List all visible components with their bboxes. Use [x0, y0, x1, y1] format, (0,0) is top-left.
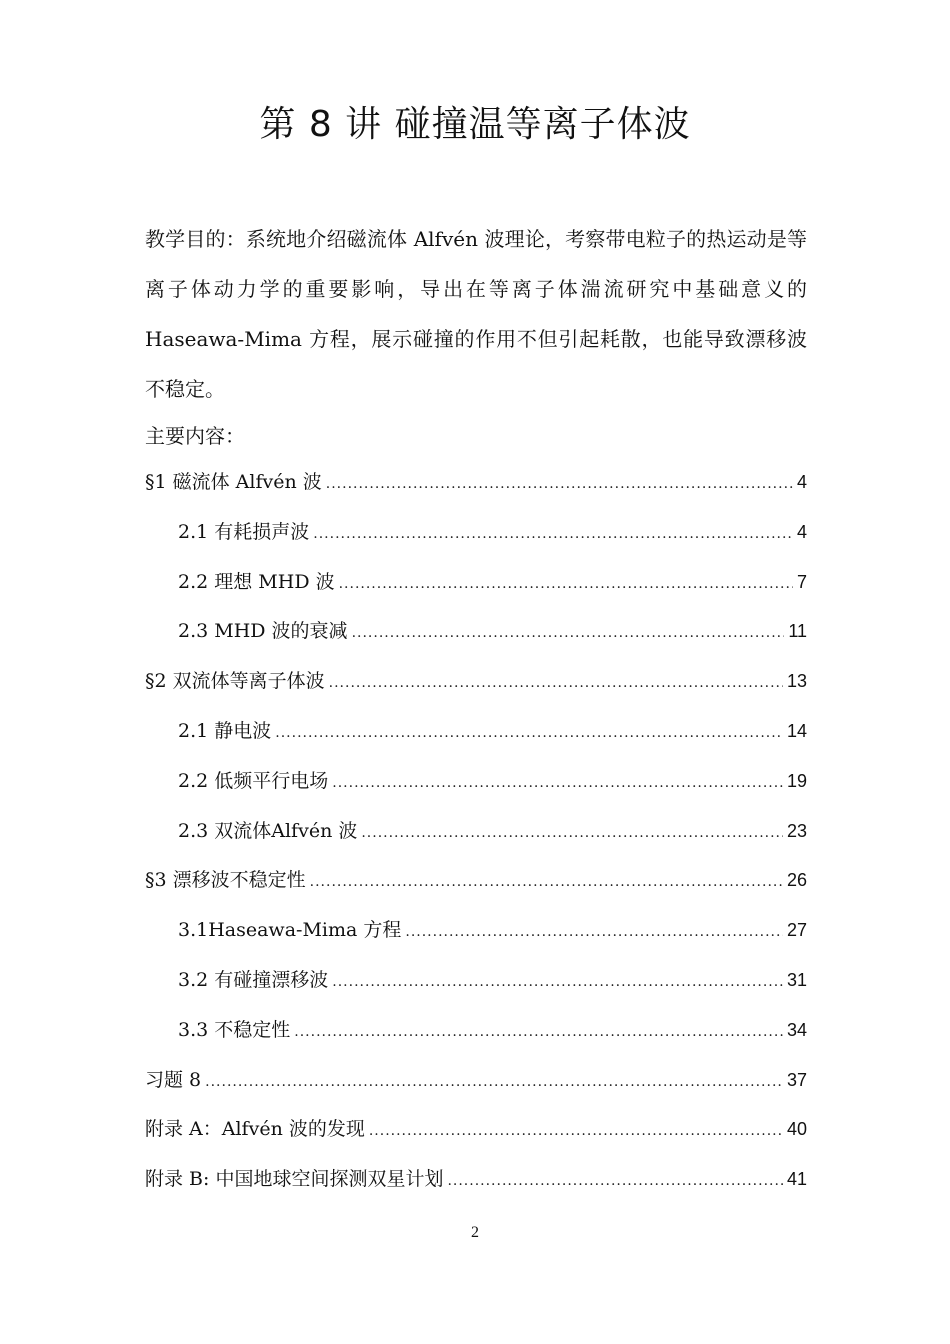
page-title: 第 8 讲 碰撞温等离子体波	[259, 104, 691, 145]
toc-dot-leader	[405, 914, 783, 950]
toc-entry-page: 4	[796, 521, 807, 542]
toc-entry-label: 2.1 静电波	[178, 719, 272, 742]
toc-entry-label: 3.2 有碰撞漂移波	[178, 968, 329, 991]
toc-entry-page: 4	[796, 472, 807, 492]
toc-entry-page: 27	[786, 920, 807, 941]
toc-entry-section-3[interactable]	[145, 862, 807, 912]
toc-entry-1-3[interactable]	[145, 613, 807, 663]
toc-entry-label: 2.3 MHD 波的衰减	[178, 620, 348, 643]
toc-entry-label: 2.3 双流体Alfvén 波	[178, 819, 358, 842]
toc-entry-label: 附录 B: 中国地球空间探测双星计划	[145, 1168, 444, 1191]
toc-entry-page: 7	[796, 571, 807, 592]
toc-entry-1-1[interactable]	[145, 514, 807, 564]
toc-entry-page: 26	[786, 870, 807, 891]
toc-dot-leader	[332, 964, 783, 1000]
toc-entry-section-2[interactable]	[145, 663, 807, 713]
toc-entry-page: 41	[786, 1169, 807, 1190]
toc-dot-leader	[352, 615, 785, 651]
toc-entry-section-1[interactable]	[145, 464, 807, 514]
toc-entry-page: 11	[788, 621, 807, 642]
toc-entry-1-2[interactable]	[145, 564, 807, 614]
toc-entry-label: 2.1 有耗损声波	[178, 520, 310, 543]
toc-entry-page: 37	[786, 1069, 807, 1090]
contents-label: 主要内容：	[145, 424, 245, 448]
toc-entry-label: 习题 8	[145, 1068, 202, 1091]
toc-entry-2-1[interactable]	[145, 713, 807, 763]
toc-entry-page: 14	[786, 720, 807, 741]
teaching-purpose-paragraph: 教学目的：系统地介绍磁流体 Alfvén 波理论，考察带电粒子的热运动是等离子体动力学的重要影响，导出在等离子体湍流研究中基础意义的 Haseawa-Mima 方程，展示碰撞的作用不但引起耗散，也能导致漂移波不稳定。	[145, 227, 807, 401]
toc-entry-label: 3.1Haseawa-Mima 方程	[178, 919, 402, 942]
page-number: 2	[471, 1224, 479, 1241]
toc-entry-label: §2 双流体等离子体波	[145, 670, 325, 693]
toc-entry-3-1[interactable]	[145, 912, 807, 962]
toc-dot-leader	[205, 1064, 783, 1100]
toc-entry-2-3[interactable]	[145, 813, 807, 863]
toc-dot-leader	[361, 815, 783, 851]
toc-entry-3-3[interactable]	[145, 1012, 807, 1062]
toc-dot-leader	[329, 665, 783, 701]
toc-entry-label: §3 漂移波不稳定性	[145, 869, 306, 892]
toc-entry-page: 31	[786, 969, 807, 990]
toc-dot-leader	[310, 864, 783, 900]
toc-entry-label: 2.2 理想 MHD 波	[178, 570, 335, 593]
table-of-contents	[145, 464, 807, 1211]
toc-dot-leader	[369, 1113, 783, 1149]
toc-dot-leader	[294, 1014, 783, 1050]
toc-dot-leader	[326, 466, 793, 502]
toc-entry-appendix-b[interactable]	[145, 1161, 807, 1211]
toc-entry-page: 19	[786, 770, 807, 791]
toc-entry-label: §1 磁流体 Alfvén 波	[145, 471, 322, 493]
toc-dot-leader	[313, 516, 793, 552]
toc-entry-appendix-a[interactable]	[145, 1111, 807, 1161]
toc-entry-label: 附录 A：Alfvén 波的发现	[145, 1118, 365, 1141]
toc-entry-label: 2.2 低频平行电场	[178, 769, 329, 792]
toc-entry-exercises[interactable]	[145, 1062, 807, 1112]
toc-dot-leader	[275, 715, 783, 751]
toc-entry-page: 13	[786, 671, 807, 692]
toc-entry-label: 3.3 不稳定性	[178, 1018, 291, 1041]
toc-entry-page: 23	[786, 820, 807, 841]
toc-dot-leader	[332, 765, 783, 801]
toc-dot-leader	[339, 566, 793, 602]
toc-entry-page: 40	[786, 1119, 807, 1140]
toc-entry-2-2[interactable]	[145, 763, 807, 813]
toc-entry-3-2[interactable]	[145, 962, 807, 1012]
toc-dot-leader	[447, 1163, 783, 1199]
toc-entry-page: 34	[786, 1019, 807, 1040]
